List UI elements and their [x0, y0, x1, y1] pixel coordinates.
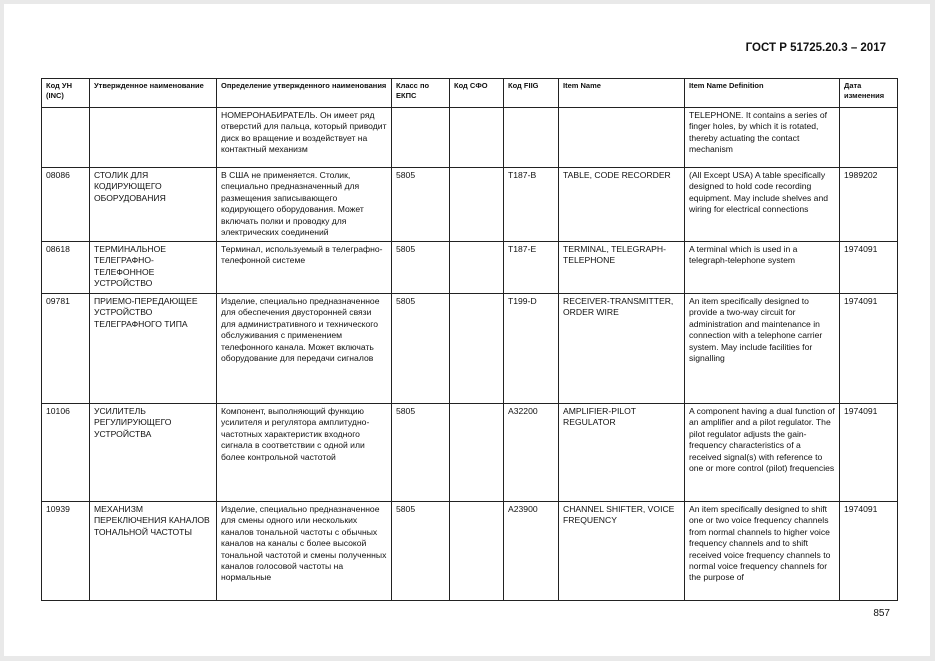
cell-fiig: T199-D — [504, 294, 559, 404]
cell-name-ru: СТОЛИК ДЛЯ КОДИРУЮЩЕГО ОБОРУДОВАНИЯ — [90, 168, 217, 242]
cell-item-name — [559, 108, 685, 168]
cell-date: 1974091 — [840, 242, 898, 294]
header-sfo: Код СФО — [450, 79, 504, 108]
cell-fiig: A23900 — [504, 502, 559, 601]
standard-header: ГОСТ Р 51725.20.3 – 2017 — [745, 42, 886, 54]
cell-definition-ru: Изделие, специально предназначенное для смены одного или нескольких каналов тональной частоты с обычных каналов на каналы с более высокой тональной частотой и смены полученных каналов голосовой частоты на нормальные — [217, 502, 392, 601]
cell-sfo — [450, 242, 504, 294]
cell-item-name: TABLE, CODE RECORDER — [559, 168, 685, 242]
cell-inc: 09781 — [42, 294, 90, 404]
cell-class: 5805 — [392, 242, 450, 294]
cell-fiig: T187-B — [504, 168, 559, 242]
table-row — [42, 404, 898, 502]
cell-fiig: A32200 — [504, 404, 559, 502]
cell-item-definition: TELEPHONE. It contains a series of finger holes, by which it is rotated, thereby actuating the contact mechanism — [685, 108, 840, 168]
cell-sfo — [450, 294, 504, 404]
cell-item-name: RECEIVER-TRANSMITTER, ORDER WIRE — [559, 294, 685, 404]
cell-inc: 08618 — [42, 242, 90, 294]
header-approved-name: Утвержденное наименование — [90, 79, 217, 108]
cell-date — [840, 108, 898, 168]
cell-item-name: TERMINAL, TELEGRAPH-TELEPHONE — [559, 242, 685, 294]
header-fiig: Код FIIG — [504, 79, 559, 108]
cell-item-definition: A component having a dual function of an amplifier and a pilot regulator. The pilot regulator adjusts the gain-frequency characteristics of a received signal(s) with reference to one or more control (pilot) frequencies — [685, 404, 840, 502]
header-item-definition: Item Name Definition — [685, 79, 840, 108]
cell-date: 1974091 — [840, 294, 898, 404]
cell-class: 5805 — [392, 404, 450, 502]
cell-fiig — [504, 108, 559, 168]
cell-class — [392, 108, 450, 168]
cell-item-definition: An item specifically designed to provide a two-way circuit for administration and maintenance in connection with a telephone carrier system. May include facilities for signalling — [685, 294, 840, 404]
cell-inc: 10106 — [42, 404, 90, 502]
cell-date: 1974091 — [840, 502, 898, 601]
cell-inc: 08086 — [42, 168, 90, 242]
cell-item-definition: An item specifically designed to shift one or two voice frequency channels from normal channels to higher voice frequency channels and to shift received voice frequency channels to normal voice frequency channels for the purpose of — [685, 502, 840, 601]
cell-sfo — [450, 108, 504, 168]
catalog-table — [41, 78, 898, 601]
cell-class: 5805 — [392, 502, 450, 601]
table-row — [42, 168, 898, 242]
page-number: 857 — [873, 608, 890, 619]
cell-sfo — [450, 404, 504, 502]
cell-item-definition: A terminal which is used in a telegraph-telephone system — [685, 242, 840, 294]
header-date: Дата изменения — [840, 79, 898, 108]
cell-name-ru: МЕХАНИЗМ ПЕРЕКЛЮЧЕНИЯ КАНАЛОВ ТОНАЛЬНОЙ ЧАСТОТЫ — [90, 502, 217, 601]
cell-class: 5805 — [392, 294, 450, 404]
cell-sfo — [450, 168, 504, 242]
header-inc: Код УН (INC) — [42, 79, 90, 108]
header-definition: Определение утвержденного наименования — [217, 79, 392, 108]
table-row — [42, 294, 898, 404]
cell-name-ru: УСИЛИТЕЛЬ РЕГУЛИРУЮЩЕГО УСТРОЙСТВА — [90, 404, 217, 502]
cell-name-ru: ПРИЕМО-ПЕРЕДАЮЩЕЕ УСТРОЙСТВО ТЕЛЕГРАФНОГО ТИПА — [90, 294, 217, 404]
header-item-name: Item Name — [559, 79, 685, 108]
cell-date: 1974091 — [840, 404, 898, 502]
table-header-row — [42, 79, 898, 108]
table-row — [42, 242, 898, 294]
cell-date: 1989202 — [840, 168, 898, 242]
cell-class: 5805 — [392, 168, 450, 242]
cell-item-name: AMPLIFIER-PILOT REGULATOR — [559, 404, 685, 502]
cell-inc — [42, 108, 90, 168]
header-class: Класс по ЕКПС — [392, 79, 450, 108]
cell-definition-ru: В США не применяется. Столик, специально предназначенный для размещения записывающего кодирующего оборудования. Может включать полки и проводку для электрических соединений — [217, 168, 392, 242]
cell-sfo — [450, 502, 504, 601]
cell-fiig: T187-E — [504, 242, 559, 294]
table-row — [42, 108, 898, 168]
cell-name-ru — [90, 108, 217, 168]
table-row — [42, 502, 898, 601]
cell-definition-ru: НОМЕРОНАБИРАТЕЛЬ. Он имеет ряд отверстий для пальца, который приводит диск во вращение и воздействует на контактный механизм — [217, 108, 392, 168]
cell-item-name: CHANNEL SHIFTER, VOICE FREQUENCY — [559, 502, 685, 601]
cell-definition-ru: Терминал, используемый в телеграфно-телефонной системе — [217, 242, 392, 294]
cell-definition-ru: Компонент, выполняющий функцию усилителя и регулятора амплитудно-частотных характеристик входного сигнала в соответствии с одной или более контрольной частотой — [217, 404, 392, 502]
cell-inc: 10939 — [42, 502, 90, 601]
cell-item-definition: (All Except USA) A table specifically designed to hold code recording equipment. May include shelves and wiring for electrical connections — [685, 168, 840, 242]
cell-definition-ru: Изделие, специально предназначенное для обеспечения двусторонней связи для административного и технического обслуживания с применением телефонного канала. Может включать оборудование для передачи сигналов — [217, 294, 392, 404]
document-page — [4, 4, 930, 656]
cell-name-ru: ТЕРМИНАЛЬНОЕ ТЕЛЕГРАФНО-ТЕЛЕФОННОЕ УСТРОЙСТВО — [90, 242, 217, 294]
